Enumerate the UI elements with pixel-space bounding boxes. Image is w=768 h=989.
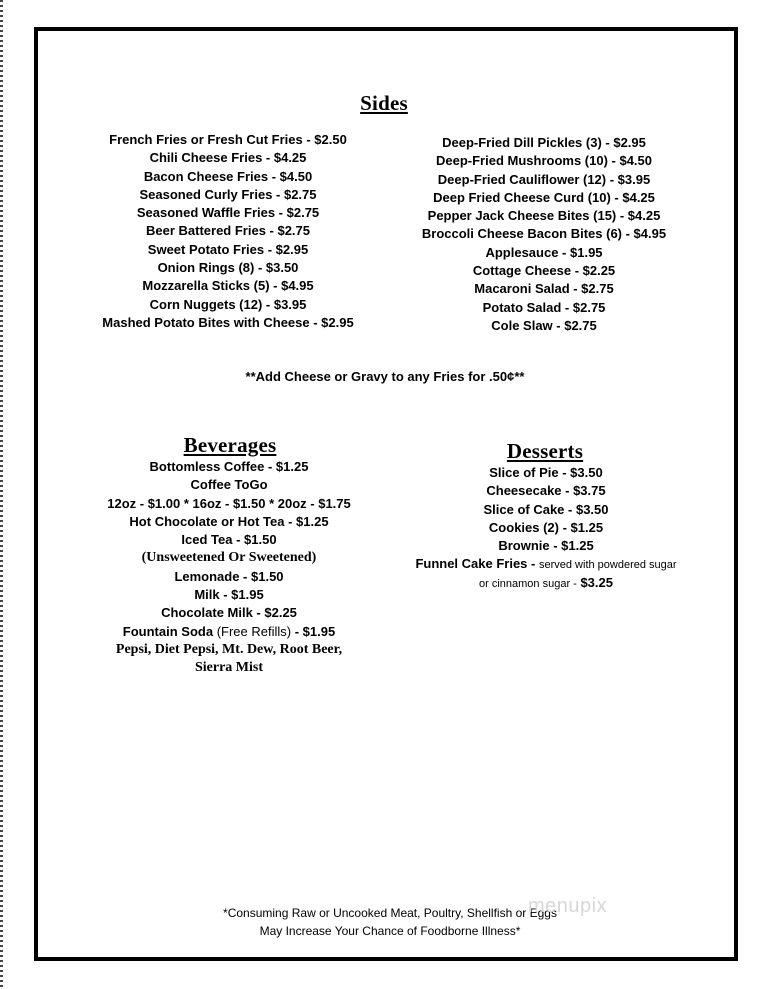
list-item: Broccoli Cheese Bacon Bites (6) - $4.95 (421, 226, 667, 242)
list-item: Macaroni Salad - $2.75 (474, 281, 614, 297)
list-item: Seasoned Curly Fries - $2.75 (139, 186, 317, 202)
list-item: Mozzarella Sticks (5) - $4.95 (142, 278, 314, 294)
list-item: 12oz - $1.00 * 16oz - $1.50 * 20oz - $1.75 (107, 495, 351, 511)
list-item: Mashed Potato Bites with Cheese - $2.95 (102, 314, 354, 330)
list-item: Slice of Cake - $3.50 (483, 501, 609, 517)
funnel-cake-desc: served with powdered sugar (538, 559, 677, 572)
list-item: Deep-Fried Mushrooms (10) - $4.50 (436, 153, 652, 169)
list-item: Corn Nuggets (12) - $3.95 (149, 296, 307, 312)
list-item: Hot Chocolate or Hot Tea - $1.25 (129, 513, 329, 529)
funnel-cake-line (410, 555, 682, 573)
funnel-cake-desc-2: or cinnamon sugar - (479, 577, 577, 590)
iced-tea-option: (Unsweetened Or Sweetened) (141, 550, 317, 566)
fountain-soda-label: Fountain Soda (122, 623, 214, 639)
list-item: Cottage Cheese - $2.25 (472, 263, 616, 279)
fountain-soda-line (90, 623, 368, 641)
list-item: Slice of Pie - $3.50 (489, 465, 603, 480)
sides-right-list (408, 134, 680, 335)
list-item: Deep Fried Cheese Curd (10) - $4.25 (433, 189, 655, 205)
list-item: Coffee ToGo (190, 477, 268, 493)
disclaimer-line-2: May Increase Your Chance of Foodborne Illness* (259, 924, 521, 938)
beverages-list (90, 458, 368, 678)
fountain-soda-note: (Free Refills) (216, 623, 292, 639)
list-item: Seasoned Waffle Fries - $2.75 (136, 205, 320, 221)
list-item: Onion Rings (8) - $3.50 (157, 260, 299, 276)
scan-edge (0, 0, 3, 989)
disclaimer-line-1: *Consuming Raw or Uncooked Meat, Poultry, Shellfish or Eggs (223, 906, 557, 920)
soda-choices-line-1: Pepsi, Diet Pepsi, Mt. Dew, Root Beer, (115, 641, 343, 657)
menupix-watermark: menupix (528, 895, 608, 917)
soda-choices-line-2: Sierra Mist (194, 660, 264, 676)
list-item: Potato Salad - $2.75 (482, 299, 606, 315)
list-item: Lemonade - $1.50 (174, 568, 284, 584)
list-item: Brownie - $1.25 (498, 538, 594, 554)
beverages-heading: Beverages (183, 433, 277, 457)
list-item: Chili Cheese Fries - $4.25 (149, 150, 307, 166)
sides-heading: Sides (360, 91, 408, 115)
sides-left-list (90, 131, 366, 332)
fries-addon-note: **Add Cheese or Gravy to any Fries for .50¢** (245, 369, 525, 384)
list-item: Applesauce - $1.95 (485, 244, 603, 260)
list-item: Chocolate Milk - $2.25 (161, 605, 297, 621)
list-item: Bottomless Coffee - $1.25 (149, 459, 309, 474)
list-item: Pepper Jack Cheese Bites (15) - $4.25 (427, 208, 661, 224)
desserts-list (410, 464, 682, 592)
list-item: Milk - $1.95 (194, 587, 264, 603)
fountain-soda-price: - $1.95 (294, 623, 336, 639)
list-item: Iced Tea - $1.50 (181, 532, 277, 548)
list-item: Bacon Cheese Fries - $4.50 (143, 168, 313, 184)
funnel-cake-price: $3.25 (580, 574, 613, 590)
list-item: Beer Battered Fries - $2.75 (145, 223, 311, 239)
funnel-cake-line-2 (410, 574, 682, 592)
list-item: Sweet Potato Fries - $2.95 (147, 241, 309, 257)
list-item: Deep-Fried Cauliflower (12) - $3.95 (437, 171, 651, 187)
desserts-heading: Desserts (506, 439, 584, 463)
list-item: Deep-Fried Dill Pickles (3) - $2.95 (442, 135, 646, 150)
list-item: Cookies (2) - $1.25 (488, 519, 604, 535)
list-item: French Fries or Fresh Cut Fries - $2.50 (109, 132, 347, 147)
list-item: Cole Slaw - $2.75 (491, 317, 597, 333)
list-item: Cheesecake - $3.75 (486, 483, 606, 499)
funnel-cake-label: Funnel Cake Fries - (415, 556, 536, 572)
